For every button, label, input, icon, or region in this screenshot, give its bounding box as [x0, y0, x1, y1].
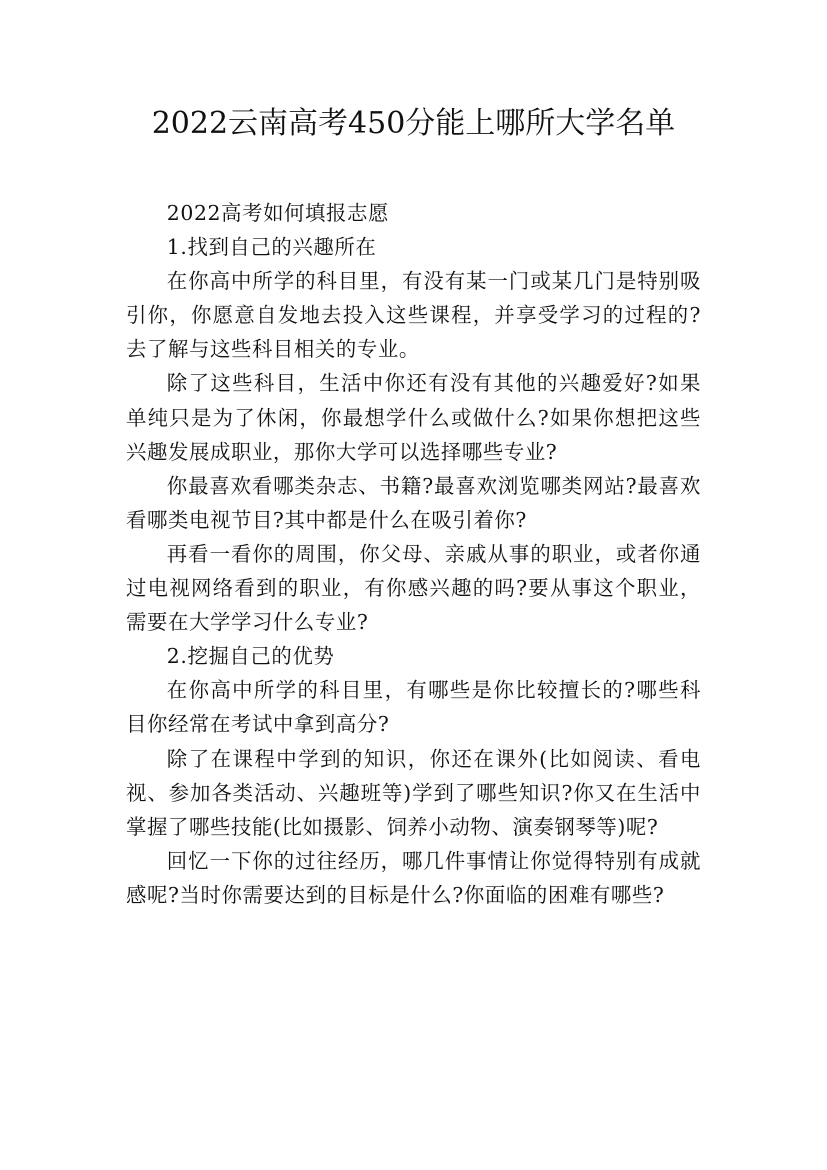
paragraph: 回忆一下你的过往经历，哪几件事情让你觉得特别有成就感呢?当时你需要达到的目标是什么?你面临的困难有哪些?: [126, 848, 701, 907]
paragraph: 再看一看你的周围，你父母、亲戚从事的职业，或者你通过电视网络看到的职业，有你感兴趣的吗?要从事这个职业，需要在大学学习什么专业?: [126, 541, 701, 635]
paragraph: 除了在课程中学到的知识，你还在课外(比如阅读、看电视、参加各类活动、兴趣班等)学到了哪些知识?你又在生活中掌握了哪些技能(比如摄影、饲养小动物、演奏钢琴等)呢?: [126, 746, 701, 839]
paragraph: 你最喜欢看哪类杂志、书籍?最喜欢浏览哪类网站?最喜欢看哪类电视节目?其中都是什么在吸引着你?: [126, 473, 701, 532]
section-heading: 1.找到自己的兴趣所在: [166, 235, 377, 260]
section-heading: 2.挖掘自己的优势: [166, 644, 335, 669]
document-title: 2022云南高考450分能上哪所大学名单: [151, 106, 676, 141]
paragraph: 在你高中所学的科目里，有没有某一门或某几门是特别吸引你，你愿意自发地去投入这些课程，并享受学习的过程的?去了解与这些科目相关的专业。: [126, 269, 701, 362]
document-body: [126, 196, 701, 912]
paragraph: 除了这些科目，生活中你还有没有其他的兴趣爱好?如果单纯只是为了休闲，你最想学什么或做什么?如果你想把这些兴趣发展成职业，那你大学可以选择哪些专业?: [126, 371, 701, 464]
paragraph: 在你高中所学的科目里，有哪些是你比较擅长的?哪些科目你经常在考试中拿到高分?: [126, 678, 701, 737]
section-heading: 2022高考如何填报志愿: [166, 201, 390, 225]
